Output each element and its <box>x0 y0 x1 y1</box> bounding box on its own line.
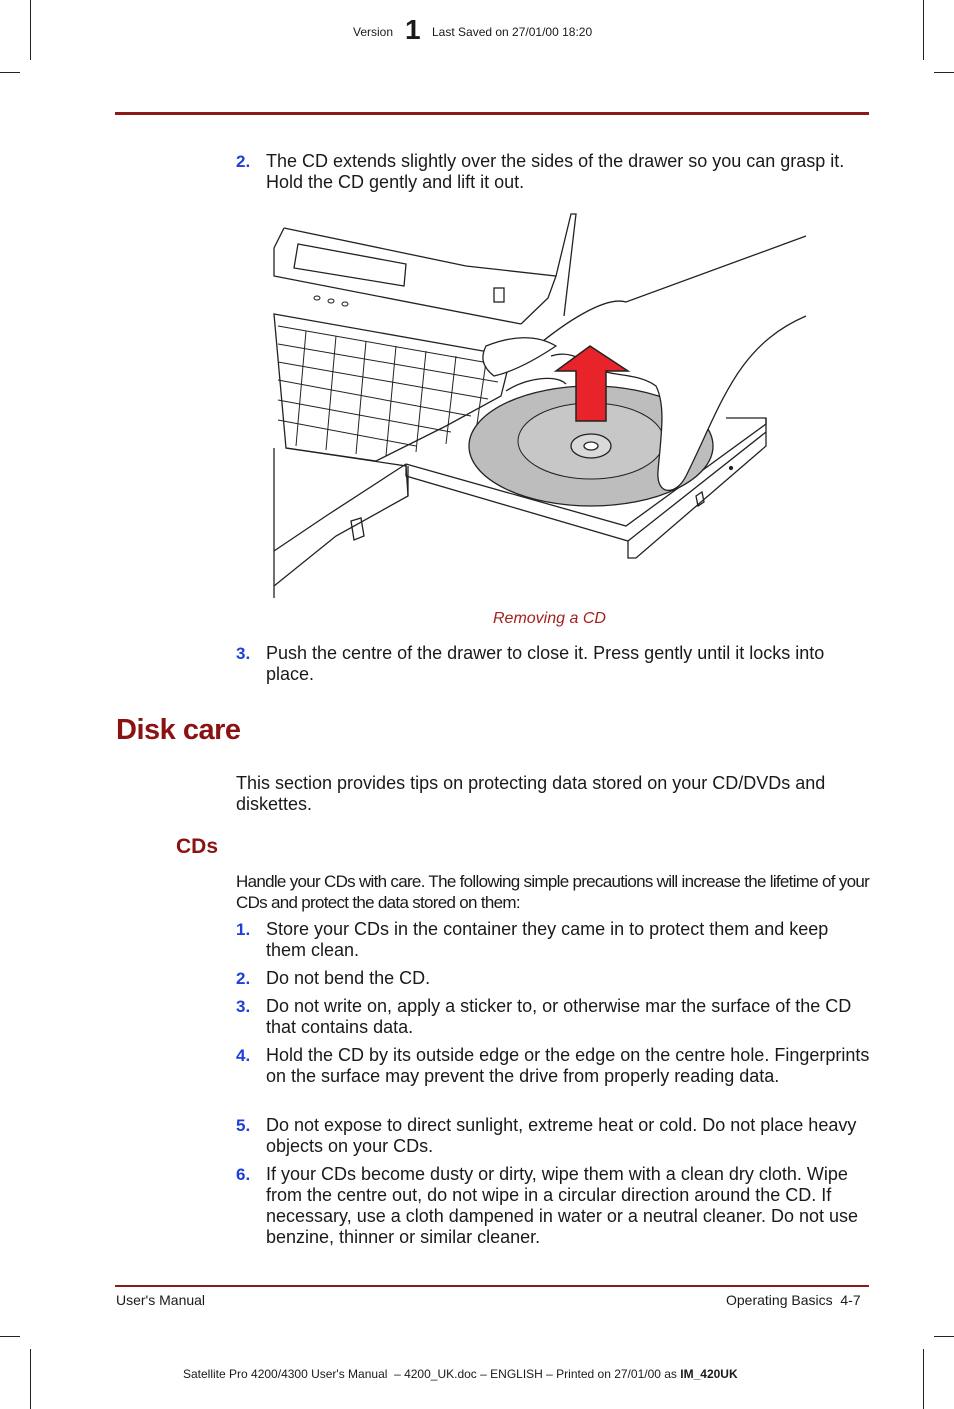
list-text: Store your CDs in the container they came in to protect them and keep them clean. <box>266 919 829 960</box>
list-text: Do not bend the CD. <box>266 968 431 988</box>
removing-cd-illustration <box>266 206 811 601</box>
list-number: 2. <box>236 969 251 988</box>
list-text: Hold the CD by its outside edge or the edge on the centre hole. Fingerprints on the surface may prevent the drive from properly reading data. <box>266 1045 870 1086</box>
footer-page-number: Operating Basics 4-7 <box>726 1292 861 1308</box>
crop-mark <box>30 0 31 60</box>
crop-mark <box>934 1336 954 1337</box>
figure-caption: Removing a CD <box>493 610 606 627</box>
section-intro: This section provides tips on protecting data stored on your CD/DVDs and diskettes. <box>236 773 826 814</box>
version-number: 1 <box>405 14 421 45</box>
subsection-heading: CDs <box>176 835 219 858</box>
list-text: Do not expose to direct sunlight, extreme heat or cold. Do not place heavy objects on your CDs. <box>266 1115 857 1156</box>
list-number: 1. <box>236 920 251 939</box>
crop-mark <box>923 0 924 60</box>
step-number: 2. <box>236 152 251 171</box>
print-info <box>183 1367 738 1381</box>
list-number: 6. <box>236 1165 251 1184</box>
list-number: 3. <box>236 997 251 1016</box>
crop-mark <box>0 72 20 73</box>
version-label: Version <box>353 25 394 39</box>
section-heading: Disk care <box>116 714 241 746</box>
print-line: Satellite Pro 4200/4300 User's Manual – 4200_UK.doc – ENGLISH – Printed on 27/01/00 as <box>183 1367 677 1381</box>
list-number: 4. <box>236 1046 251 1065</box>
crop-mark <box>934 72 954 73</box>
footer-rule <box>115 1285 869 1287</box>
step-text: The CD extends slightly over the sides of the drawer so you can grasp it. Hold the CD gently and lift it out. <box>266 151 845 192</box>
last-saved-label: Last Saved on 27/01/00 18:20 <box>432 25 593 39</box>
crop-mark <box>0 1336 20 1337</box>
subsection-intro: Handle your CDs with care. The following simple precautions will increase the lifetime of your CDs and protect the data stored on them: <box>236 872 870 912</box>
header-rule <box>115 112 869 115</box>
list-number: 5. <box>236 1116 251 1135</box>
list-text: If your CDs become dusty or dirty, wipe them with a clean dry cloth. Wipe from the centre out, do not wipe in a circular direction around the CD. If necessary, use a cloth dampened in water or a neutral cleaner. Do not use benzine, thinner or similar cleaner. <box>266 1164 859 1247</box>
crop-mark <box>923 1349 924 1409</box>
step-number: 3. <box>236 644 251 663</box>
list-text: Do not write on, apply a sticker to, or otherwise mar the surface of the CD that contains data. <box>266 996 852 1037</box>
print-code: IM_420UK <box>680 1367 738 1381</box>
crop-mark <box>30 1349 31 1409</box>
footer-manual-title: User's Manual <box>116 1292 206 1308</box>
step-text: Push the centre of the drawer to close it. Press gently until it locks into place. <box>266 643 825 684</box>
